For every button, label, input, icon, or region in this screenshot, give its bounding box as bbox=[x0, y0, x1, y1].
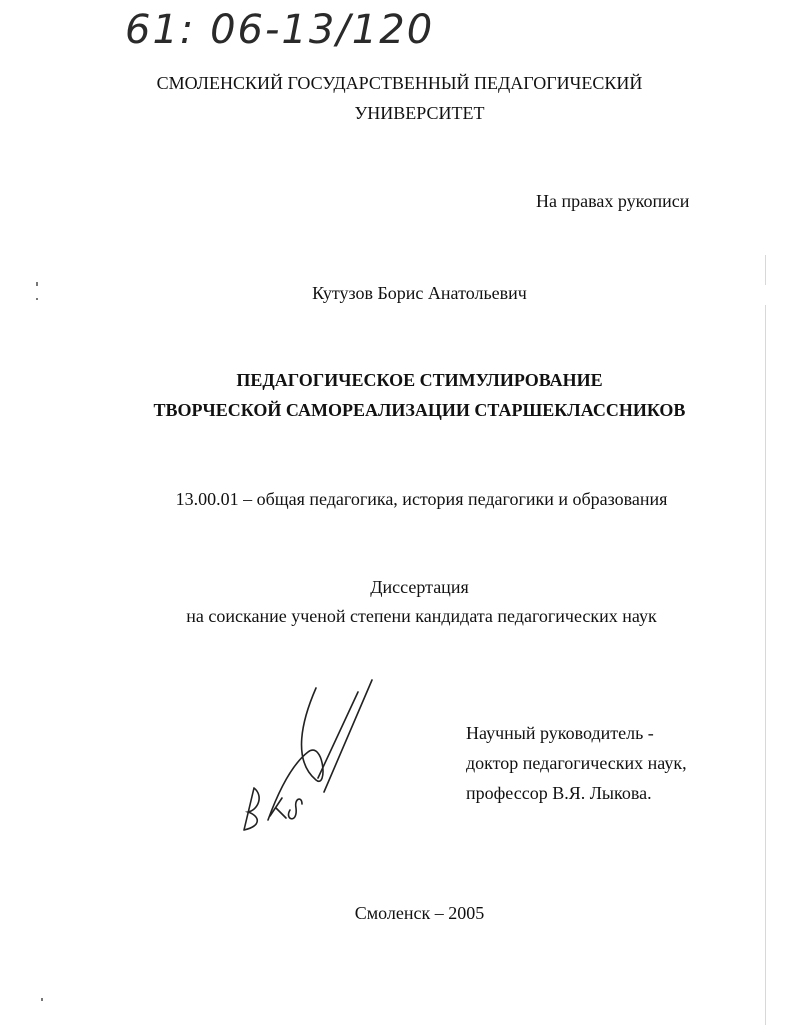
title-line1: ПЕДАГОГИЧЕСКОЕ СТИМУЛИРОВАНИЕ bbox=[236, 370, 603, 390]
city-year: Смоленск – 2005 bbox=[354, 903, 485, 923]
supervisor-degree: доктор педагогических наук, bbox=[466, 753, 687, 773]
handwritten-catalog-number: 61: 06-13/120 bbox=[125, 7, 435, 53]
scan-edge-mark bbox=[765, 255, 766, 285]
scan-edge-line bbox=[765, 305, 766, 1025]
rights-note: На правах рукописи bbox=[536, 191, 690, 211]
scan-artifact-dot bbox=[41, 998, 43, 1001]
university-name-line1: СМОЛЕНСКИЙ ГОСУДАРСТВЕННЫЙ ПЕДАГОГИЧЕСКИЙ bbox=[156, 73, 643, 93]
scan-artifact-dot bbox=[36, 282, 38, 286]
university-name-line2: УНИВЕРСИТЕТ bbox=[354, 103, 485, 123]
work-type: Диссертация bbox=[370, 577, 469, 597]
author-name: Кутузов Борис Анатольевич bbox=[312, 283, 527, 303]
degree-line: на соискание ученой степени кандидата педагогических наук bbox=[186, 606, 657, 626]
supervisor-name: профессор В.Я. Лыкова. bbox=[466, 783, 652, 803]
scan-artifact-dot bbox=[36, 298, 38, 300]
supervisor-label: Научный руководитель - bbox=[466, 723, 654, 743]
author-signature bbox=[232, 670, 392, 840]
title-line2: ТВОРЧЕСКОЙ САМОРЕАЛИЗАЦИИ СТАРШЕКЛАССНИКОВ bbox=[153, 400, 686, 420]
specialty-code: 13.00.01 – общая педагогика, история педагогики и образования bbox=[175, 489, 668, 509]
